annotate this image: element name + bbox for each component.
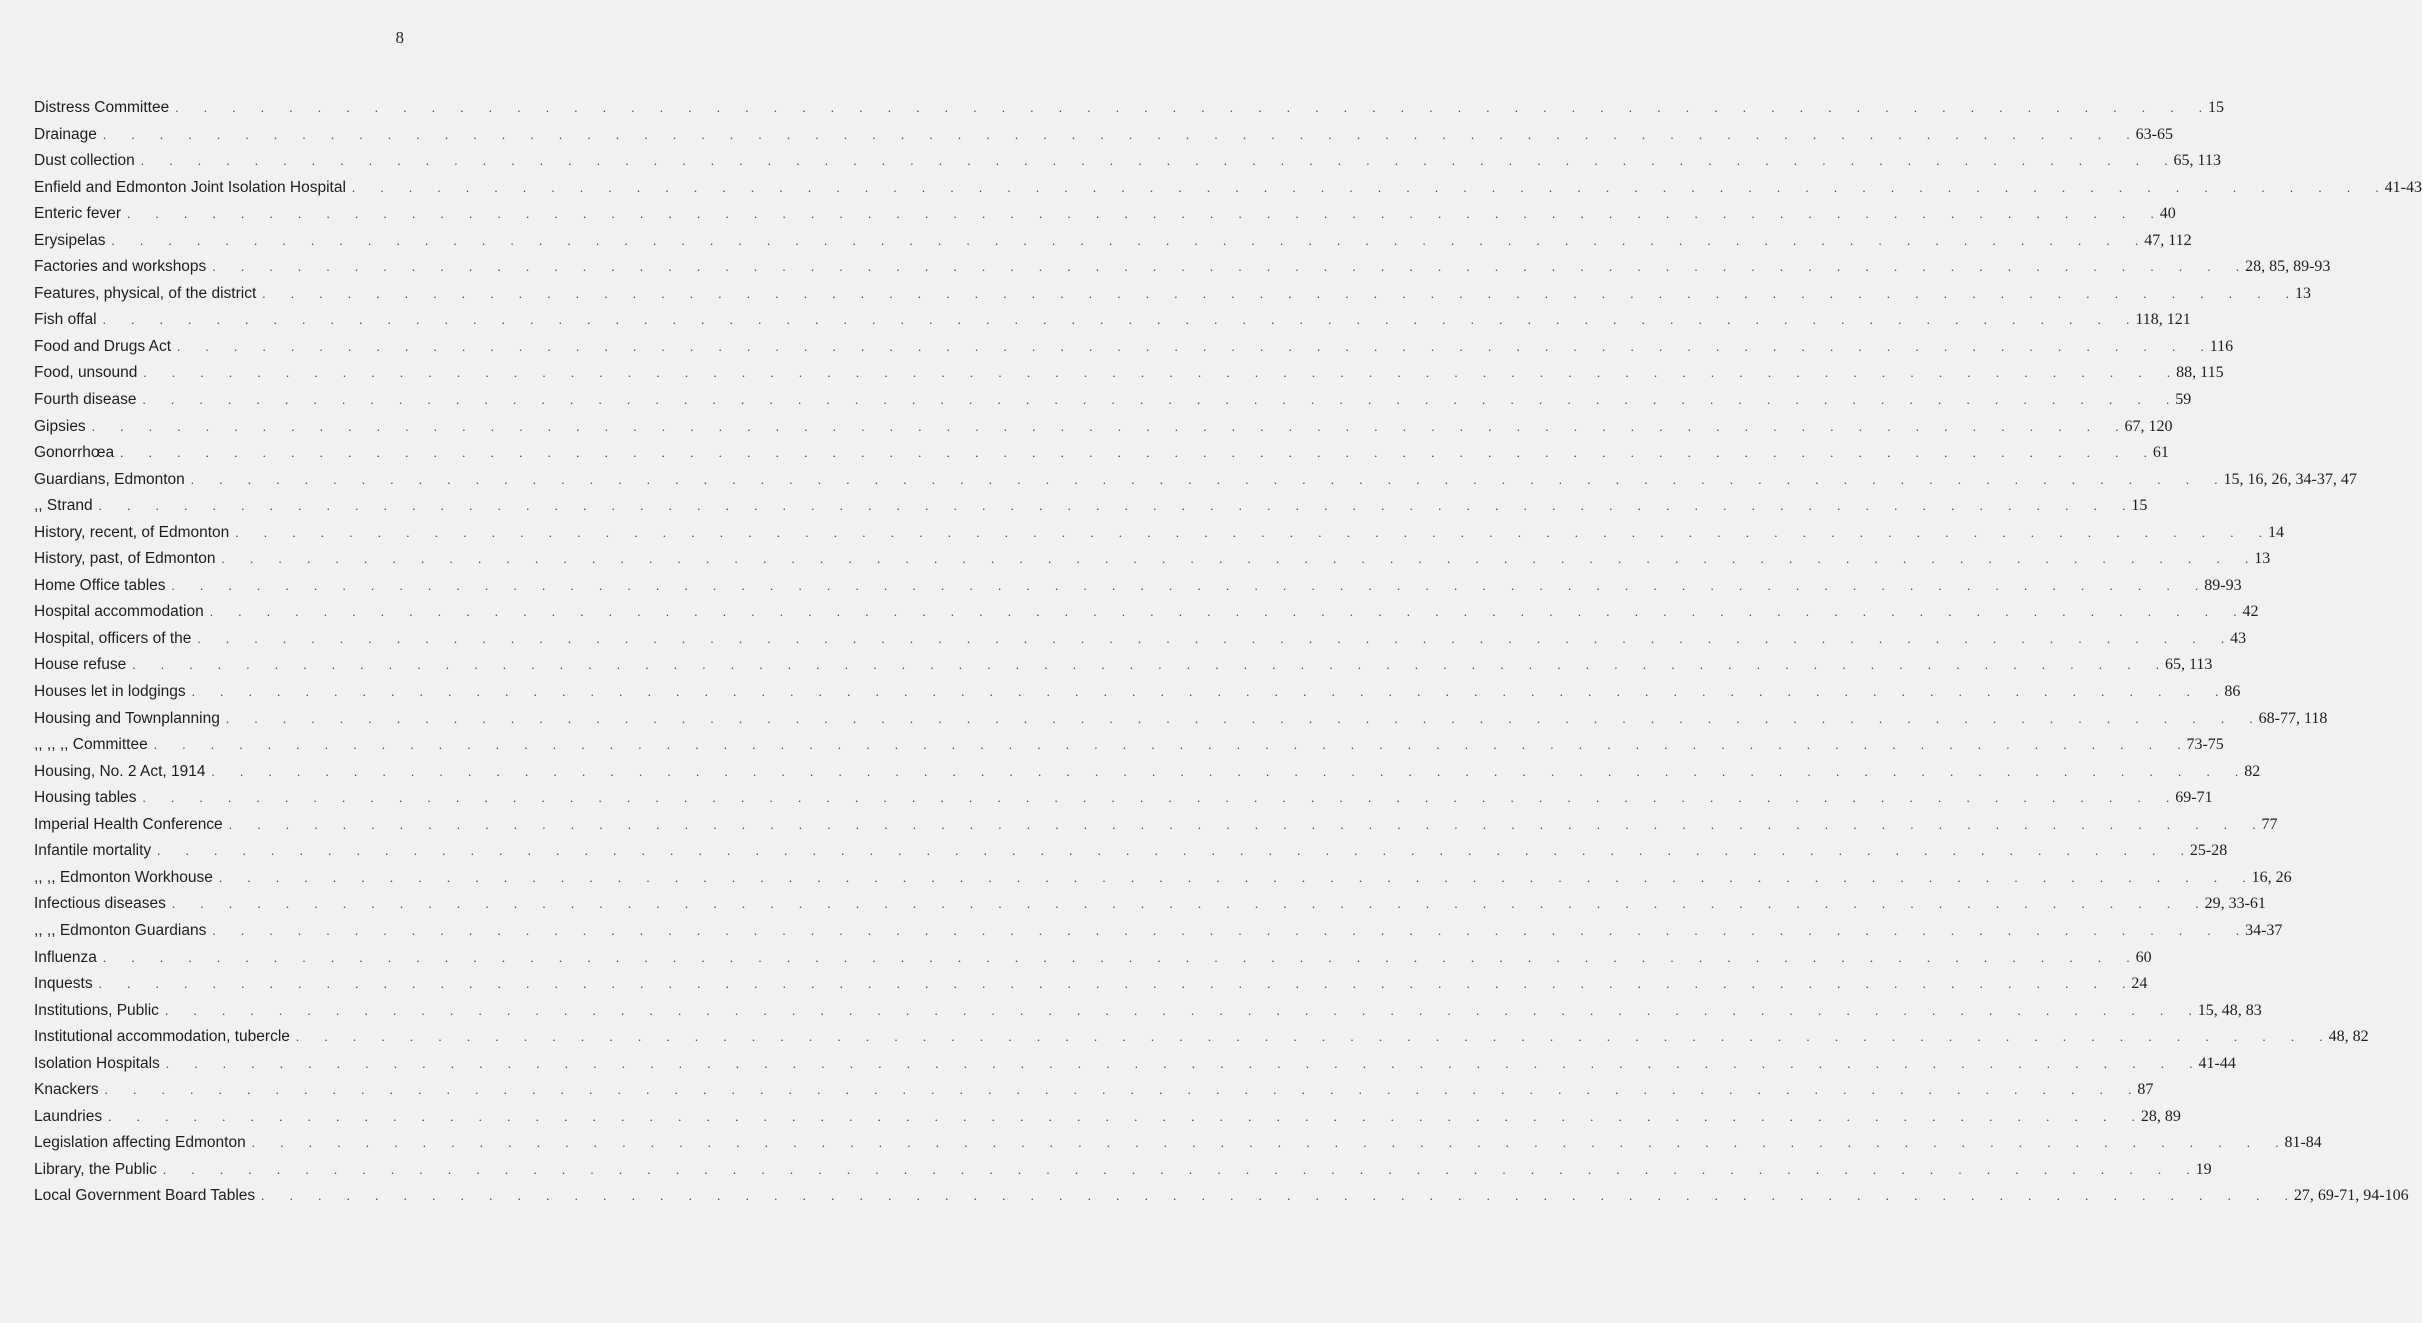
index-term: Housing and Townplanning — [34, 709, 220, 727]
dot-leaders: . . . . . . . . . . . . . . . . . . . . . . . . . . . . . . . . . . . . . . . . . . . . . . . . . . . . . . . . . . . . . . . . . . . . . . . . — [211, 763, 2239, 779]
index-entry — [34, 918, 2283, 945]
index-page-refs: 15, 16, 26, 34-37, 47 — [2223, 470, 2357, 488]
index-term: Distress Committee — [34, 99, 170, 116]
index-entry — [34, 175, 2422, 202]
index-page-refs: 89-93 — [2204, 576, 2242, 594]
index-page-refs: 14 — [2268, 523, 2285, 541]
index-entry — [34, 148, 2221, 175]
index-entry — [34, 1077, 2154, 1104]
index-page-refs: 13 — [2295, 284, 2312, 302]
index-entry — [34, 838, 2228, 865]
index-term: Laundries — [34, 1107, 103, 1125]
index-term: Gonorrhœa — [34, 444, 115, 462]
index-entry — [34, 520, 2285, 547]
index-page-refs: 88, 115 — [2176, 364, 2224, 382]
dot-leaders: . . . . . . . . . . . . . . . . . . . . . . . . . . . . . . . . . . . . . . . . . . . . . . . . . . . . . . . . . . . . . . . . . . . . . . . . — [175, 100, 2202, 115]
index-entry — [34, 467, 2357, 494]
index-page-refs: 34-37 — [2245, 921, 2283, 939]
index-term: ,, ,, Edmonton Guardians — [34, 921, 207, 939]
index-page-refs: 25-28 — [2189, 842, 2228, 860]
index-page-refs: 68-77, 118 — [2258, 709, 2328, 727]
index-entry — [34, 759, 2261, 786]
index-page-refs: 24 — [2131, 975, 2148, 993]
dot-leaders: . . . . . . . . . . . . . . . . . . . . . . . . . . . . . . . . . . . . . . . . . . . . . . . . . . . . . . . . . . . . . . . . . . . . . . . . — [164, 1002, 2192, 1018]
index-entry — [34, 971, 2148, 998]
index-entry — [34, 546, 2271, 573]
index-entry — [34, 360, 2224, 387]
index-term: Dust collection — [34, 152, 135, 170]
index-entry — [34, 652, 2213, 679]
index-entry — [34, 1157, 2212, 1184]
index-entry — [34, 812, 2278, 839]
index-term: Drainage — [34, 125, 97, 143]
index-term: Library, the Public — [34, 1160, 157, 1178]
index-term: ,, ,, Edmonton Workhouse — [34, 868, 213, 886]
index-entry — [34, 732, 2224, 759]
index-term: Hospital accommodation — [34, 603, 204, 621]
index-term: Infectious diseases — [34, 895, 166, 913]
index-entry — [34, 307, 2191, 334]
index-term: History, recent, of Edmonton — [34, 523, 230, 541]
index-page-refs: 43 — [2230, 629, 2247, 647]
dot-leaders: . . . . . . . . . . . . . . . . . . . . . . . . . . . . . . . . . . . . . . . . . . . . . . . . . . . . . . . . . . . . . . . . . . . . . . . . — [102, 312, 2130, 328]
index-page-refs: 15 — [2207, 99, 2224, 116]
dot-leaders: . . . . . . . . . . . . . . . . . . . . . . . . . . . . . . . . . . . . . . . . . . . . . . . . . . . . . . . . . . . . . . . . . . . . . . . . — [140, 153, 2168, 169]
dot-leaders: . . . . . . . . . . . . . . . . . . . . . . . . . . . . . . . . . . . . . . . . . . . . . . . . . . . . . . . . . . . . . . . . . . . . . . . . — [157, 843, 2184, 859]
dot-leaders: . . . . . . . . . . . . . . . . . . . . . . . . . . . . . . . . . . . . . . . . . . . . . . . . . . . . . . . . . . . . . . . . . . . . . . . . — [102, 126, 2130, 142]
index-page-refs: 87 — [2137, 1081, 2154, 1099]
dot-leaders: . . . . . . . . . . . . . . . . . . . . . . . . . . . . . . . . . . . . . . . . . . . . . . . . . . . . . . . . . . . . . . . . . . . . . . . . — [225, 710, 2253, 726]
index-page-refs: 41-43 — [2384, 178, 2422, 196]
dot-leaders: . . . . . . . . . . . . . . . . . . . . . . . . . . . . . . . . . . . . . . . . . . . . . . . . . . . . . . . . . . . . . . . . . . . . . . . . — [108, 1108, 2135, 1124]
index-term: Food, unsound — [34, 364, 138, 382]
dot-leaders: . . . . . . . . . . . . . . . . . . . . . . . . . . . . . . . . . . . . . . . . . . . . . . . . . . . . . . . . . . . . . . . . . . . . . . . . — [162, 1161, 2190, 1177]
index-entry — [34, 1024, 2369, 1051]
index-entry — [34, 706, 2328, 733]
index-page-refs: 16, 26 — [2251, 868, 2292, 886]
dot-leaders: . . . . . . . . . . . . . . . . . . . . . . . . . . . . . . . . . . . . . . . . . . . . . . . . . . . . . . . . . . . . . . . . . . . . . . . . — [142, 392, 2170, 408]
dot-leaders: . . . . . . . . . . . . . . . . . . . . . . . . . . . . . . . . . . . . . . . . . . . . . . . . . . . . . . . . . . . . . . . . . . . . . . . . — [197, 630, 2225, 646]
index-entry — [34, 865, 2292, 892]
dot-leaders: . . . . . . . . . . . . . . . . . . . . . . . . . . . . . . . . . . . . . . . . . . . . . . . . . . . . . . . . . . . . . . . . . . . . . . . . — [295, 1029, 2323, 1045]
index-entry — [34, 785, 2213, 812]
index-term: Isolation Hospitals — [34, 1054, 160, 1072]
index-term: Housing tables — [34, 789, 137, 807]
dot-leaders: . . . . . . . . . . . . . . . . . . . . . . . . . . . . . . . . . . . . . . . . . . . . . . . . . . . . . . . . . . . . . . . . . . . . . . . . — [212, 259, 2240, 275]
index-page-refs: 61 — [2152, 444, 2169, 462]
dot-leaders: . . . . . . . . . . . . . . . . . . . . . . . . . . . . . . . . . . . . . . . . . . . . . . . . . . . . . . . . . . . . . . . . . . . . . . . . — [104, 1082, 2132, 1098]
dot-leaders: . . . . . . . . . . . . . . . . . . . . . . . . . . . . . . . . . . . . . . . . . . . . . . . . . . . . . . . . . . . . . . . . . . . . . . . . — [221, 551, 2249, 567]
index-term: ,, ,, ,, Committee — [34, 736, 148, 754]
dot-leaders: . . . . . . . . . . . . . . . . . . . . . . . . . . . . . . . . . . . . . . . . . . . . . . . . . . . . . . . . . . . . . . . . . . . . . . . . — [212, 922, 2240, 938]
index-page-refs: 41-44 — [2198, 1054, 2236, 1072]
index-term: Erysipelas — [34, 231, 106, 249]
index-term: Knackers — [34, 1081, 99, 1099]
dot-leaders: . . . . . . . . . . . . . . . . . . . . . . . . . . . . . . . . . . . . . . . . . . . . . . . . . . . . . . . . . . . . . . . . . . . . . . . . — [177, 338, 2204, 354]
index-page-refs: 81-84 — [2284, 1134, 2322, 1152]
dot-leaders: . . . . . . . . . . . . . . . . . . . . . . . . . . . . . . . . . . . . . . . . . . . . . . . . . . . . . . . . . . . . . . . . . . . . . . . . — [191, 684, 2219, 700]
index-page-refs: 29, 33-61 — [2204, 895, 2266, 913]
dot-leaders: . . . . . . . . . . . . . . . . . . . . . . . . . . . . . . . . . . . . . . . . . . . . . . . . . . . . . . . . . . . . . . . . . . . . . . . . — [127, 206, 2154, 222]
index-term: Enteric fever — [34, 205, 122, 223]
index-term: Institutions, Public — [34, 1001, 159, 1019]
index-page-refs: 82 — [2244, 762, 2261, 780]
index-term: Imperial Health Conference — [34, 815, 223, 833]
dot-leaders: . . . . . . . . . . . . . . . . . . . . . . . . . . . . . . . . . . . . . . . . . . . . . . . . . . . . . . . . . . . . . . . . . . . . . . . . — [98, 976, 2126, 992]
index-term: Home Office tables — [34, 576, 166, 594]
index-page-refs: 69-71 — [2175, 789, 2213, 807]
dot-leaders: . . . . . . . . . . . . . . . . . . . . . . . . . . . . . . . . . . . . . . . . . . . . . . . . . . . . . . . . . . . . . . . . . . . . . . . . — [153, 737, 2181, 753]
index-term: Guardians, Edmonton — [34, 470, 185, 488]
index-entry — [34, 998, 2262, 1025]
dot-leaders: . . . . . . . . . . . . . . . . . . . . . . . . . . . . . . . . . . . . . . . . . . . . . . . . . . . . . . . . . . . . . . . . . . . . . . . . — [132, 657, 2159, 673]
index-term: Infantile mortality — [34, 842, 152, 860]
index-term: Gipsies — [34, 417, 86, 435]
dot-leaders: . . . . . . . . . . . . . . . . . . . . . . . . . . . . . . . . . . . . . . . . . . . . . . . . . . . . . . . . . . . . . . . . . . . . . . . . — [102, 949, 2130, 965]
dot-leaders: . . . . . . . . . . . . . . . . . . . . . . . . . . . . . . . . . . . . . . . . . . . . . . . . . . . . . . . . . . . . . . . . . . . . . . . . — [251, 1135, 2279, 1151]
index-term: House refuse — [34, 656, 127, 674]
index-entry — [34, 573, 2242, 600]
index-term: Fourth disease — [34, 391, 137, 409]
index-entry — [34, 254, 2331, 281]
index-entry — [34, 493, 2148, 520]
index-page-refs: 28, 85, 89-93 — [2245, 258, 2331, 276]
dot-leaders: . . . . . . . . . . . . . . . . . . . . . . . . . . . . . . . . . . . . . . . . . . . . . . . . . . . . . . . . . . . . . . . . . . . . . . . . — [98, 498, 2126, 514]
index-term: Inquests — [34, 975, 93, 993]
index-term: Houses let in lodgings — [34, 683, 186, 701]
index-entry — [34, 122, 2173, 149]
dot-leaders: . . . . . . . . . . . . . . . . . . . . . . . . . . . . . . . . . . . . . . . . . . . . . . . . . . . . . . . . . . . . . . . . . . . . . . . . — [171, 577, 2199, 593]
index-page-refs: 63-65 — [2135, 125, 2173, 143]
dot-leaders: . . . . . . . . . . . . . . . . . . . . . . . . . . . . . . . . . . . . . . . . . . . . . . . . . . . . . . . . . . . . . . . . . . . . . . . . — [142, 790, 2170, 806]
index-term: Fish offal — [34, 311, 97, 329]
dot-leaders: . . . . . . . . . . . . . . . . . . . . . . . . . . . . . . . . . . . . . . . . . . . . . . . . . . . . . . . . . . . . . . . . . . . . . . . . — [190, 471, 2218, 487]
dot-leaders: . . . . . . . . . . . . . . . . . . . . . . . . . . . . . . . . . . . . . . . . . . . . . . . . . . . . . . . . . . . . . . . . . . . . . . . . — [218, 869, 2246, 885]
index-page-refs: 27, 69-71, 94-106 — [2293, 1187, 2409, 1205]
index-page-refs: 42 — [2242, 603, 2259, 621]
index-entry — [34, 201, 2176, 228]
index-entry — [34, 228, 2192, 255]
index-term: ,, Strand — [34, 497, 93, 515]
index-term: Factories and workshops — [34, 258, 207, 276]
index-entry — [34, 1130, 2322, 1157]
index-entry — [34, 1051, 2236, 1078]
index-entry — [34, 626, 2247, 653]
index-page-refs: 73-75 — [2186, 736, 2224, 754]
index-term: History, past, of Edmonton — [34, 550, 216, 568]
index-term: Enfield and Edmonton Joint Isolation Hospital — [34, 178, 346, 196]
index-entry — [34, 414, 2173, 441]
index-term: Institutional accommodation, tubercle — [34, 1028, 290, 1046]
dot-leaders: . . . . . . . . . . . . . . . . . . . . . . . . . . . . . . . . . . . . . . . . . . . . . . . . . . . . . . . . . . . . . . . . . . . . . . . . — [91, 418, 2119, 434]
dot-leaders: . . . . . . . . . . . . . . . . . . . . . . . . . . . . . . . . . . . . . . . . . . . . . . . . . . . . . . . . . . . . . . . . . . . . . . . . — [261, 1188, 2288, 1204]
index-entry — [34, 679, 2241, 706]
dot-leaders: . . . . . . . . . . . . . . . . . . . . . . . . . . . . . . . . . . . . . . . . . . . . . . . . . . . . . . . . . . . . . . . . . . . . . . . . — [171, 896, 2199, 912]
index-term: Hospital, officers of the — [34, 629, 192, 647]
index-term: Features, physical, of the district — [34, 284, 257, 302]
index-page-refs: 65, 113 — [2164, 656, 2213, 674]
index-page-refs: 40 — [2159, 205, 2176, 223]
index-page-refs: 15, 48, 83 — [2197, 1001, 2262, 1019]
index-page-refs: 116 — [2209, 337, 2234, 355]
index-page-refs: 67, 120 — [2124, 417, 2173, 435]
index-entry — [34, 1104, 2181, 1131]
index-term: Food and Drugs Act — [34, 337, 171, 355]
index-page-refs: 60 — [2135, 948, 2152, 966]
index-page-refs: 48, 82 — [2328, 1028, 2369, 1046]
page-number: 8 — [395, 28, 405, 47]
dot-leaders: . . . . . . . . . . . . . . . . . . . . . . . . . . . . . . . . . . . . . . . . . . . . . . . . . . . . . . . . . . . . . . . . . . . . . . . . — [143, 365, 2171, 381]
dot-leaders: . . . . . . . . . . . . . . . . . . . . . . . . . . . . . . . . . . . . . . . . . . . . . . . . . . . . . . . . . . . . . . . . . . . . . . . . — [262, 285, 2290, 301]
index-page-refs: 59 — [2175, 391, 2192, 409]
index-entry — [34, 945, 2152, 972]
index-entry — [34, 891, 2266, 918]
index-page-refs: 19 — [2195, 1160, 2212, 1178]
dot-leaders: . . . . . . . . . . . . . . . . . . . . . . . . . . . . . . . . . . . . . . . . . . . . . . . . . . . . . . . . . . . . . . . . . . . . . . . . — [209, 604, 2237, 620]
dot-leaders: . . . . . . . . . . . . . . . . . . . . . . . . . . . . . . . . . . . . . . . . . . . . . . . . . . . . . . . . . . . . . . . . . . . . . . . . — [235, 524, 2263, 540]
index-page-refs: 15 — [2131, 497, 2148, 515]
index-page-refs: 118, 121 — [2135, 311, 2191, 329]
index-page-refs: 13 — [2254, 550, 2271, 568]
dot-leaders: . . . . . . . . . . . . . . . . . . . . . . . . . . . . . . . . . . . . . . . . . . . . . . . . . . . . . . . . . . . . . . . . . . . . . . . . — [111, 232, 2139, 248]
index-page-refs: 86 — [2224, 683, 2241, 701]
index-page-refs: 65, 113 — [2173, 152, 2221, 170]
dot-leaders: . . . . . . . . . . . . . . . . . . . . . . . . . . . . . . . . . . . . . . . . . . . . . . . . . . . . . . . . . . . . . . . . . . . . . . . . — [165, 1055, 2193, 1071]
dot-leaders: . . . . . . . . . . . . . . . . . . . . . . . . . . . . . . . . . . . . . . . . . . . . . . . . . . . . . . . . . . . . . . . . . . . . . . . . — [228, 816, 2256, 832]
index-page-refs: 77 — [2261, 815, 2278, 833]
index-entry — [34, 387, 2192, 414]
index-entry — [34, 599, 2259, 626]
index-entry — [34, 1183, 2409, 1210]
index-page-refs: 28, 89 — [2140, 1107, 2181, 1125]
index-entry — [34, 440, 2169, 467]
dot-leaders: . . . . . . . . . . . . . . . . . . . . . . . . . . . . . . . . . . . . . . . . . . . . . . . . . . . . . . . . . . . . . . . . . . . . . . . . — [120, 445, 2147, 461]
index-term: Local Government Board Tables — [34, 1187, 256, 1205]
index-list — [34, 95, 2422, 1210]
index-entry — [34, 334, 2234, 361]
index-entry — [34, 95, 2224, 122]
index-entry — [34, 281, 2312, 308]
index-term: Housing, No. 2 Act, 1914 — [34, 762, 206, 780]
index-page-refs: 47, 112 — [2144, 231, 2192, 249]
index-term: Legislation affecting Edmonton — [34, 1134, 246, 1152]
index-term: Influenza — [34, 948, 97, 966]
dot-leaders: . . . . . . . . . . . . . . . . . . . . . . . . . . . . . . . . . . . . . . . . . . . . . . . . . . . . . . . . . . . . . . . . . . . . . . . . — [351, 179, 2379, 195]
